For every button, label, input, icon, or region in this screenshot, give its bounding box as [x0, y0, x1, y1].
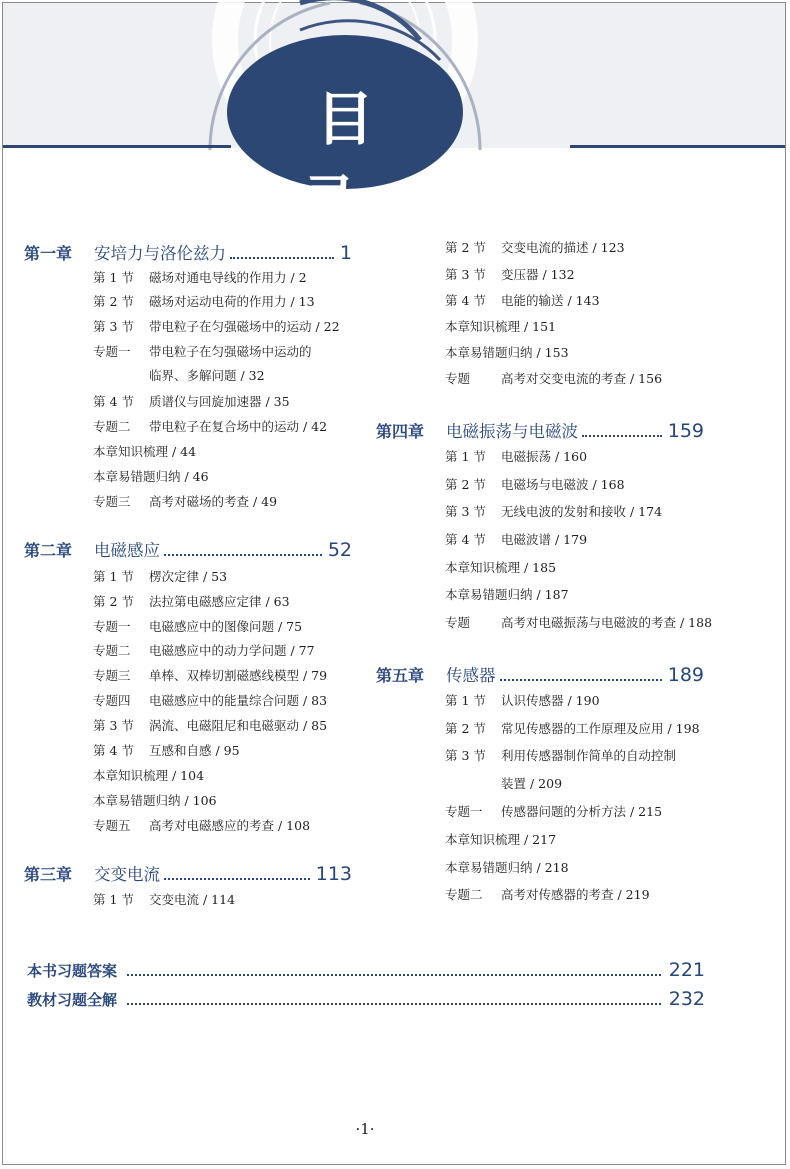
toc-item[interactable] — [93, 268, 307, 288]
leader-dots — [127, 974, 661, 976]
toc-item[interactable] — [445, 719, 700, 739]
item-label: 第 4 节 — [93, 394, 134, 409]
item-text: 本章知识梳理 / 185 — [445, 560, 557, 575]
leader-dots — [230, 257, 334, 259]
item-label: 第 3 节 — [93, 718, 134, 733]
toc-item[interactable] — [445, 613, 712, 633]
toc-item[interactable] — [93, 392, 290, 412]
header-rule-left — [3, 145, 231, 148]
toc-item[interactable] — [93, 766, 204, 786]
item-text: 电磁波谱 / 179 — [501, 532, 588, 547]
item-label: 专题三 — [93, 668, 131, 683]
toc-item[interactable] — [445, 830, 556, 850]
entry-page: 232 — [668, 988, 705, 1010]
item-text: 高考对电磁振荡与电磁波的考查 / 188 — [501, 615, 713, 630]
toc-item[interactable] — [445, 558, 556, 578]
toc-item[interactable] — [93, 617, 302, 637]
toc-item[interactable] — [445, 238, 625, 258]
item-text: 本章知识梳理 / 151 — [445, 319, 557, 334]
item-text: 电磁场与电磁波 / 168 — [501, 477, 625, 492]
toc-item[interactable] — [93, 741, 240, 761]
item-label: 第 1 节 — [93, 569, 134, 584]
item-label: 第 2 节 — [445, 721, 486, 736]
toc-item[interactable] — [93, 417, 327, 437]
item-text: 装置 / 209 — [501, 776, 563, 791]
chapter-page: 52 — [327, 539, 352, 561]
header-rule-right — [570, 145, 785, 148]
item-text: 电能的输送 / 143 — [501, 293, 600, 308]
chapter-page: 159 — [667, 420, 704, 442]
item-label: 专题二 — [93, 419, 131, 434]
item-text: 高考对传感器的考查 / 219 — [501, 887, 650, 902]
item-text: 临界、多解问题 / 32 — [149, 368, 265, 383]
toc-item[interactable] — [93, 366, 265, 386]
item-text: 交变电流 / 114 — [149, 892, 236, 907]
item-label: 第 3 节 — [445, 504, 486, 519]
entry-title: 本书习题答案 — [27, 962, 118, 980]
toc-item[interactable] — [445, 265, 575, 285]
item-text: 磁场对运动电荷的作用力 / 13 — [149, 294, 315, 309]
item-text: 交变电流的描述 / 123 — [501, 240, 625, 255]
item-text: 电磁感应中的动力学问题 / 77 — [149, 643, 315, 658]
item-text: 本章易错题归纳 / 187 — [445, 587, 569, 602]
item-text: 楞次定律 / 53 — [149, 569, 228, 584]
toc-item[interactable] — [93, 666, 327, 686]
item-label: 专题一 — [93, 344, 131, 359]
chapter-title: 电磁感应 — [94, 541, 160, 560]
item-text: 本章易错题归纳 / 46 — [93, 469, 209, 484]
item-label: 第 4 节 — [445, 293, 486, 308]
item-label: 第 2 节 — [445, 477, 486, 492]
toc-item[interactable] — [93, 716, 327, 736]
item-text: 本章易错题归纳 / 106 — [93, 793, 217, 808]
item-label: 专题五 — [93, 818, 131, 833]
chapter-title: 交变电流 — [94, 865, 160, 884]
item-text: 带电粒子在匀强磁场中的运动 / 22 — [149, 319, 340, 334]
toc-item[interactable] — [445, 530, 587, 550]
chapter-number: 第三章 — [24, 865, 73, 884]
item-text: 利用传感器制作简单的自动控制 — [501, 748, 677, 763]
chapter-title: 安培力与洛伦兹力 — [94, 244, 226, 263]
toc-item[interactable] — [445, 885, 650, 905]
toc-item[interactable] — [93, 467, 209, 487]
toc-item[interactable] — [93, 292, 315, 312]
leader-dots — [582, 435, 662, 437]
toc-item[interactable] — [445, 475, 625, 495]
chapter-title: 传感器 — [446, 666, 496, 685]
entry-title: 教材习题全解 — [27, 991, 118, 1009]
item-label: 专题一 — [445, 804, 483, 819]
item-text: 法拉第电磁感应定律 / 63 — [149, 594, 290, 609]
chapter-5-heading[interactable] — [376, 662, 704, 686]
toc-item[interactable] — [445, 802, 662, 822]
item-text: 电磁感应中的图像问题 / 75 — [149, 619, 303, 634]
item-text: 传感器问题的分析方法 / 215 — [501, 804, 663, 819]
chapter-number: 第一章 — [24, 244, 73, 263]
chapter-page: 113 — [315, 863, 352, 885]
item-text: 高考对磁场的考查 / 49 — [149, 494, 278, 509]
toc-item[interactable] — [445, 447, 587, 467]
toc-item[interactable] — [93, 816, 310, 836]
item-text: 涡流、电磁阻尼和电磁驱动 / 85 — [149, 718, 328, 733]
item-text: 电磁振荡 / 160 — [501, 449, 588, 464]
leader-dots — [500, 679, 662, 681]
toc-item[interactable] — [445, 317, 556, 337]
item-label: 专题二 — [445, 887, 483, 902]
item-text: 本章知识梳理 / 217 — [445, 832, 557, 847]
page-title: 目 录 — [300, 85, 404, 237]
entry-page: 221 — [668, 959, 705, 981]
item-text: 认识传感器 / 190 — [501, 693, 600, 708]
toc-item[interactable] — [501, 774, 562, 794]
toc-item[interactable] — [93, 342, 312, 362]
toc-item[interactable] — [93, 890, 235, 910]
item-text: 本章知识梳理 / 44 — [93, 444, 197, 459]
item-text: 无线电波的发射和接收 / 174 — [501, 504, 663, 519]
chapter-1-heading[interactable] — [24, 240, 352, 264]
item-text: 单棒、双棒切割磁感线模型 / 79 — [149, 668, 328, 683]
item-label: 第 2 节 — [93, 294, 134, 309]
toc-item[interactable] — [93, 641, 315, 661]
chapter-4-heading[interactable] — [376, 418, 704, 442]
item-text: 变压器 / 132 — [501, 267, 575, 282]
toc-item[interactable] — [93, 317, 340, 337]
item-label: 专题 — [445, 615, 471, 630]
chapter-number: 第四章 — [376, 422, 425, 441]
item-text: 带电粒子在复合场中的运动 / 42 — [149, 419, 328, 434]
leader-dots — [127, 1003, 661, 1005]
chapter-number: 第五章 — [376, 666, 425, 685]
item-label: 第 4 节 — [93, 743, 134, 758]
item-text: 质谱仪与回旋加速器 / 35 — [149, 394, 290, 409]
toc-item[interactable] — [93, 567, 227, 587]
item-label: 第 1 节 — [93, 270, 134, 285]
item-text: 本章易错题归纳 / 153 — [445, 345, 569, 360]
toc-item[interactable] — [445, 291, 600, 311]
answers-entry[interactable] — [27, 959, 705, 981]
leader-dots — [164, 878, 310, 880]
chapter-title: 电磁振荡与电磁波 — [446, 422, 578, 441]
item-label: 第 4 节 — [445, 532, 486, 547]
toc-item[interactable] — [445, 746, 676, 766]
item-text: 互感和自感 / 95 — [149, 743, 240, 758]
item-label: 第 3 节 — [445, 267, 486, 282]
item-label: 第 2 节 — [445, 240, 486, 255]
chapter-2-heading[interactable] — [24, 537, 352, 561]
toc-item[interactable] — [445, 585, 569, 605]
item-text: 电磁感应中的能量综合问题 / 83 — [149, 693, 328, 708]
toc-item[interactable] — [93, 691, 327, 711]
item-text: 磁场对通电导线的作用力 / 2 — [149, 270, 307, 285]
chapter-page: 1 — [339, 242, 352, 264]
item-label: 第 3 节 — [93, 319, 134, 334]
item-label: 第 3 节 — [445, 748, 486, 763]
item-label: 第 1 节 — [445, 693, 486, 708]
item-text: 带电粒子在匀强磁场中运动的 — [149, 344, 312, 359]
item-label: 专题二 — [93, 643, 131, 658]
toc-item[interactable] — [445, 858, 569, 878]
toc-item[interactable] — [93, 592, 290, 612]
leader-dots — [164, 554, 322, 556]
toc-item[interactable] — [445, 343, 569, 363]
item-label: 专题四 — [93, 693, 131, 708]
item-label: 第 1 节 — [445, 449, 486, 464]
item-label: 专题一 — [93, 619, 131, 634]
toc-item[interactable] — [93, 791, 217, 811]
page-number: ·1· — [355, 1120, 375, 1138]
item-text: 本章易错题归纳 / 218 — [445, 860, 569, 875]
toc-item[interactable] — [93, 442, 196, 462]
item-text: 常见传感器的工作原理及应用 / 198 — [501, 721, 700, 736]
chapter-page: 189 — [667, 664, 704, 686]
toc-item[interactable] — [445, 369, 662, 389]
toc-item[interactable] — [93, 492, 277, 512]
toc-item[interactable] — [445, 691, 600, 711]
item-label: 第 2 节 — [93, 594, 134, 609]
item-text: 高考对电磁感应的考查 / 108 — [149, 818, 311, 833]
item-text: 高考对交变电流的考查 / 156 — [501, 371, 663, 386]
item-label: 专题 — [445, 371, 471, 386]
textbook-solutions-entry[interactable] — [27, 988, 705, 1010]
chapter-number: 第二章 — [24, 541, 73, 560]
item-label: 专题三 — [93, 494, 131, 509]
toc-item[interactable] — [445, 502, 662, 522]
chapter-3-heading[interactable] — [24, 861, 352, 885]
item-label: 第 1 节 — [93, 892, 134, 907]
item-text: 本章知识梳理 / 104 — [93, 768, 205, 783]
